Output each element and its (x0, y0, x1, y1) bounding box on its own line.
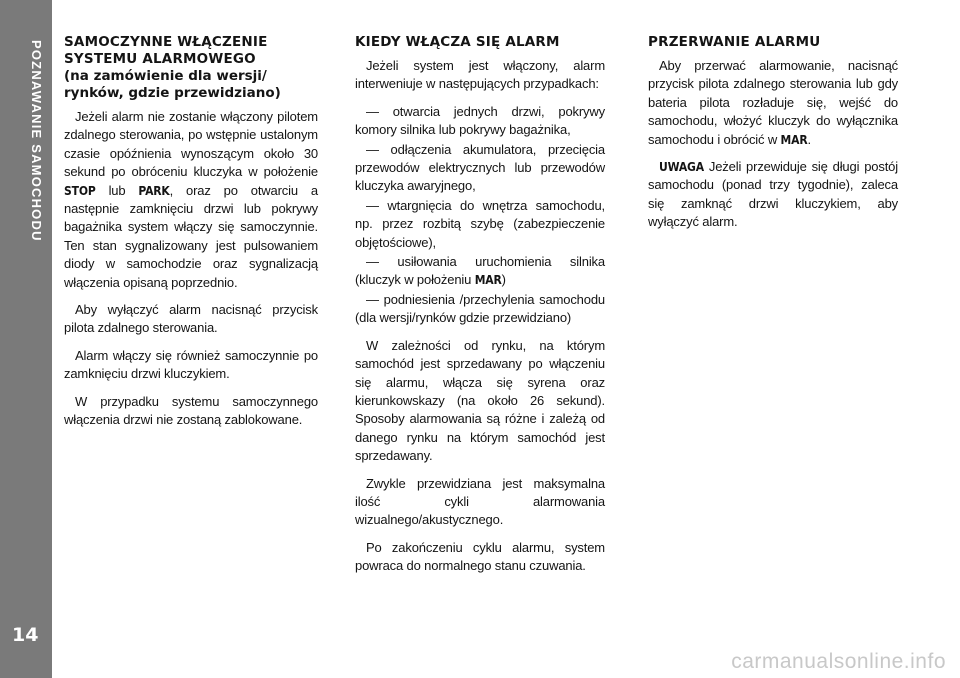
text-run: ) (501, 272, 506, 288)
paragraph-disarm: Aby wyłączyć alarm nacisnąć przycisk pilota zdalnego sterowania. (64, 302, 318, 336)
paragraph-doors-not-locked: W przypadku systemu samoczynnego włączenia drzwi nie zostaną zablokowane. (64, 393, 318, 428)
heading-alarm-triggers: KIEDY WŁĄCZA SIĘ ALARM (355, 34, 560, 50)
watermark: carmanualsonline.info (731, 650, 946, 673)
chapter-title-vertical (26, 40, 44, 560)
warning-label: UWAGA (659, 160, 704, 175)
paragraph-intro: Jeżeli system jest włączony, alarm interweniuje w następujących przypadkach: (355, 58, 605, 92)
keyword-mar: MAR (474, 273, 502, 288)
paragraph-siren: W zależności od rynku, na którym samochód jest sprzedawany po włączeniu się alarmu, włącza się syrena oraz kierunkowskazy (na około 26 sekund). Sposoby alarmowania są różne i zależą od danego rynku na którym samochód jest sprzedawany. (355, 337, 605, 464)
text-run: . (807, 131, 811, 147)
paragraph-key-lock: Alarm włączy się również samoczynnie po zamknięciu drzwi kluczykiem. (64, 347, 318, 382)
heading-auto-arming-line2: SYSTEMU ALARMOWEGO (64, 51, 256, 67)
text-run: Aby przerwać alarmowanie, nacisnąć przycisk pilota zdalnego sterowania lub gdy bateria pilota rozładuje się, wejść do samochodu, włożyć kluczyk do wyłącznika samochodu i obrócić w (648, 58, 898, 147)
column-alarm-triggers (355, 34, 605, 585)
subheading-line2: rynków, gdzie przewidziano) (64, 85, 281, 101)
paragraph-stop-alarm (648, 57, 898, 149)
keyword-mar: MAR (780, 132, 808, 147)
text-run: lub (95, 182, 139, 198)
paragraph-auto-arming (64, 108, 318, 292)
text-run: Jeżeli przewiduje się długi postój samochodu (ponad trzy tygodnie), zaleca się zamknąć drzwi kluczykiem, aby wyłączyć alarm. (648, 159, 898, 230)
column-stop-alarm (648, 34, 898, 241)
text-run: — usiłowania uruchomienia silnika (kluczyk w położeniu (355, 254, 605, 288)
heading-auto-arming-line1: SAMOCZYNNE WŁĄCZENIE (64, 34, 268, 50)
keyword-stop: STOP (64, 183, 96, 198)
trigger-item-intrusion: — wtargnięcia do wnętrza samochodu, np. przez rozbitą szybę (zabezpieczenie objętościowe), (355, 197, 605, 250)
trigger-item-doors: — otwarcia jednych drzwi, pokrywy komory silnika lub pokrywy bagażnika, (355, 103, 605, 138)
paragraph-standby: Po zakończeniu cyklu alarmu, system powraca do normalnego stanu czuwania. (355, 539, 605, 574)
heading-stop-alarm: PRZERWANIE ALARMU (648, 34, 821, 50)
page-number: 14 (12, 624, 39, 646)
chapter-title: POZNAWANIE SAMOCHODU (29, 40, 44, 242)
paragraph-warning (648, 158, 898, 232)
trigger-item-lift: — podniesienia /przechylenia samochodu (dla wersji/rynków gdzie przewidziano) (355, 291, 605, 326)
paragraph-cycles: Zwykle przewidziana jest maksymalna ilość cykli alarmowania wizualnego/akustycznego. (355, 475, 605, 528)
keyword-park: PARK (138, 183, 170, 198)
chapter-side-tab (0, 0, 52, 678)
text-run: Jeżeli alarm nie zostanie włączony pilotem zdalnego sterowania, po wstępnie ustalonym czasie opóźnienia wynoszącym około 30 sekund po obróceniu kluczyka w położenie (64, 109, 318, 180)
text-run: , oraz po otwarciu a następnie zamknięciu drzwi lub pokrywy bagażnika system włączy się samoczynnie. Ten stan sygnalizowany jest pulsowaniem diody w samochodzie oraz sygnalizacją włączenia opisaną poprzednio. (64, 182, 318, 290)
subheading-line1: (na zamówienie dla wersji/ (64, 68, 267, 84)
trigger-item-engine (355, 253, 605, 290)
column-auto-arming (64, 34, 318, 439)
subheading-availability (64, 68, 318, 102)
trigger-item-battery: — odłączenia akumulatora, przecięcia przewodów elektrycznych lub przewodów kluczyka awaryjnego, (355, 141, 605, 194)
